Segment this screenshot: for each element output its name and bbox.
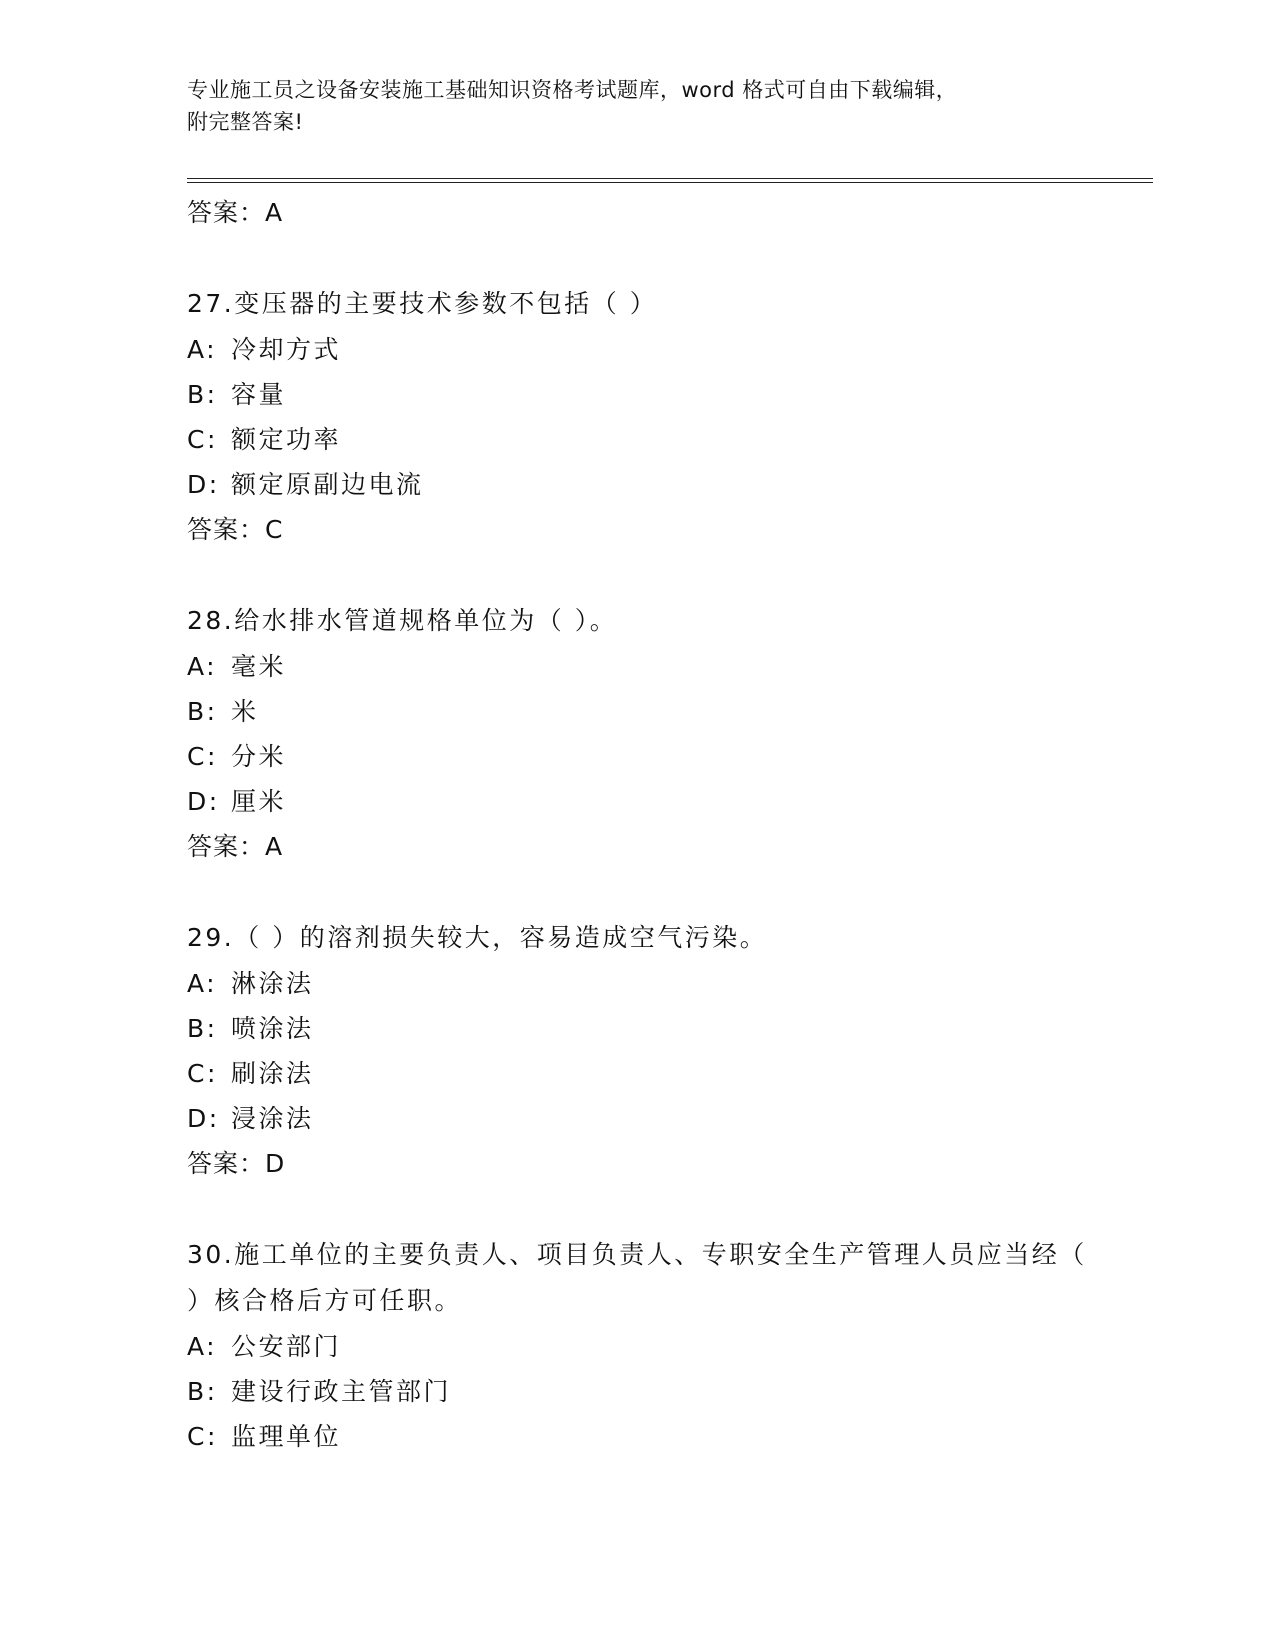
option-text: 冷却方式	[231, 335, 342, 364]
answer-line: 答案：A	[187, 832, 284, 861]
option-a	[187, 644, 1087, 689]
option-text: 建设行政主管部门	[231, 1377, 452, 1406]
option-letter: C:	[187, 1422, 218, 1451]
option-text: 分米	[231, 742, 287, 771]
option-text: 毫米	[231, 652, 287, 681]
option-text: 米	[231, 697, 259, 726]
answer-line: 答案：A	[187, 198, 284, 227]
option-d	[187, 462, 1087, 507]
option-text: 喷涂法	[231, 1014, 314, 1043]
option-letter: D:	[187, 787, 220, 816]
option-letter: C:	[187, 1059, 218, 1088]
option-letter: D:	[187, 470, 220, 499]
option-a	[187, 327, 1087, 372]
option-text: 淋涂法	[231, 969, 314, 998]
option-letter: A:	[187, 652, 218, 681]
option-letter: B:	[187, 380, 218, 409]
option-text: 刷涂法	[231, 1059, 314, 1088]
page-header	[187, 74, 1087, 138]
option-b	[187, 1369, 1087, 1414]
option-c	[187, 1051, 1087, 1096]
option-text: 容量	[231, 380, 287, 409]
option-c	[187, 1414, 1087, 1459]
question-text: 27.变压器的主要技术参数不包括（ ）	[187, 289, 658, 318]
option-a	[187, 961, 1087, 1006]
option-c	[187, 734, 1087, 779]
option-text: 监理单位	[231, 1422, 342, 1451]
option-b	[187, 1006, 1087, 1051]
question-30	[187, 1232, 1087, 1459]
question-29	[187, 915, 1087, 1187]
answer-line: 答案：C	[187, 515, 284, 544]
question-text: 28.给水排水管道规格单位为（ ）。	[187, 606, 618, 635]
question-text: 30.施工单位的主要负责人、项目负责人、专职安全生产管理人员应当经（ ）核合格后方可任职。	[187, 1240, 1087, 1315]
option-text: 额定原副边电流	[231, 470, 424, 499]
option-text: 浸涂法	[231, 1104, 314, 1133]
option-letter: D:	[187, 1104, 220, 1133]
option-text: 额定功率	[231, 425, 342, 454]
option-letter: C:	[187, 425, 218, 454]
option-b	[187, 689, 1087, 734]
option-letter: A:	[187, 335, 218, 364]
option-letter: C:	[187, 742, 218, 771]
question-28	[187, 598, 1087, 870]
option-text: 厘米	[231, 787, 287, 816]
option-d	[187, 779, 1087, 824]
option-letter: B:	[187, 697, 218, 726]
option-d	[187, 1096, 1087, 1141]
question-text: 29.（ ）的溶剂损失较大，容易造成空气污染。	[187, 923, 768, 952]
option-a	[187, 1324, 1087, 1369]
answer-line: 答案：D	[187, 1149, 286, 1178]
option-letter: A:	[187, 1332, 218, 1361]
header-line-1: 专业施工员之设备安装施工基础知识资格考试题库，word 格式可自由下载编辑，	[187, 78, 958, 102]
option-letter: B:	[187, 1377, 218, 1406]
option-letter: A:	[187, 969, 218, 998]
question-27	[187, 281, 1087, 553]
option-letter: B:	[187, 1014, 218, 1043]
question-list	[187, 190, 1087, 1459]
option-b	[187, 372, 1087, 417]
option-text: 公安部门	[231, 1332, 342, 1361]
header-double-rule	[187, 178, 1153, 183]
option-c	[187, 417, 1087, 462]
header-line-2: 附完整答案!	[187, 110, 304, 134]
